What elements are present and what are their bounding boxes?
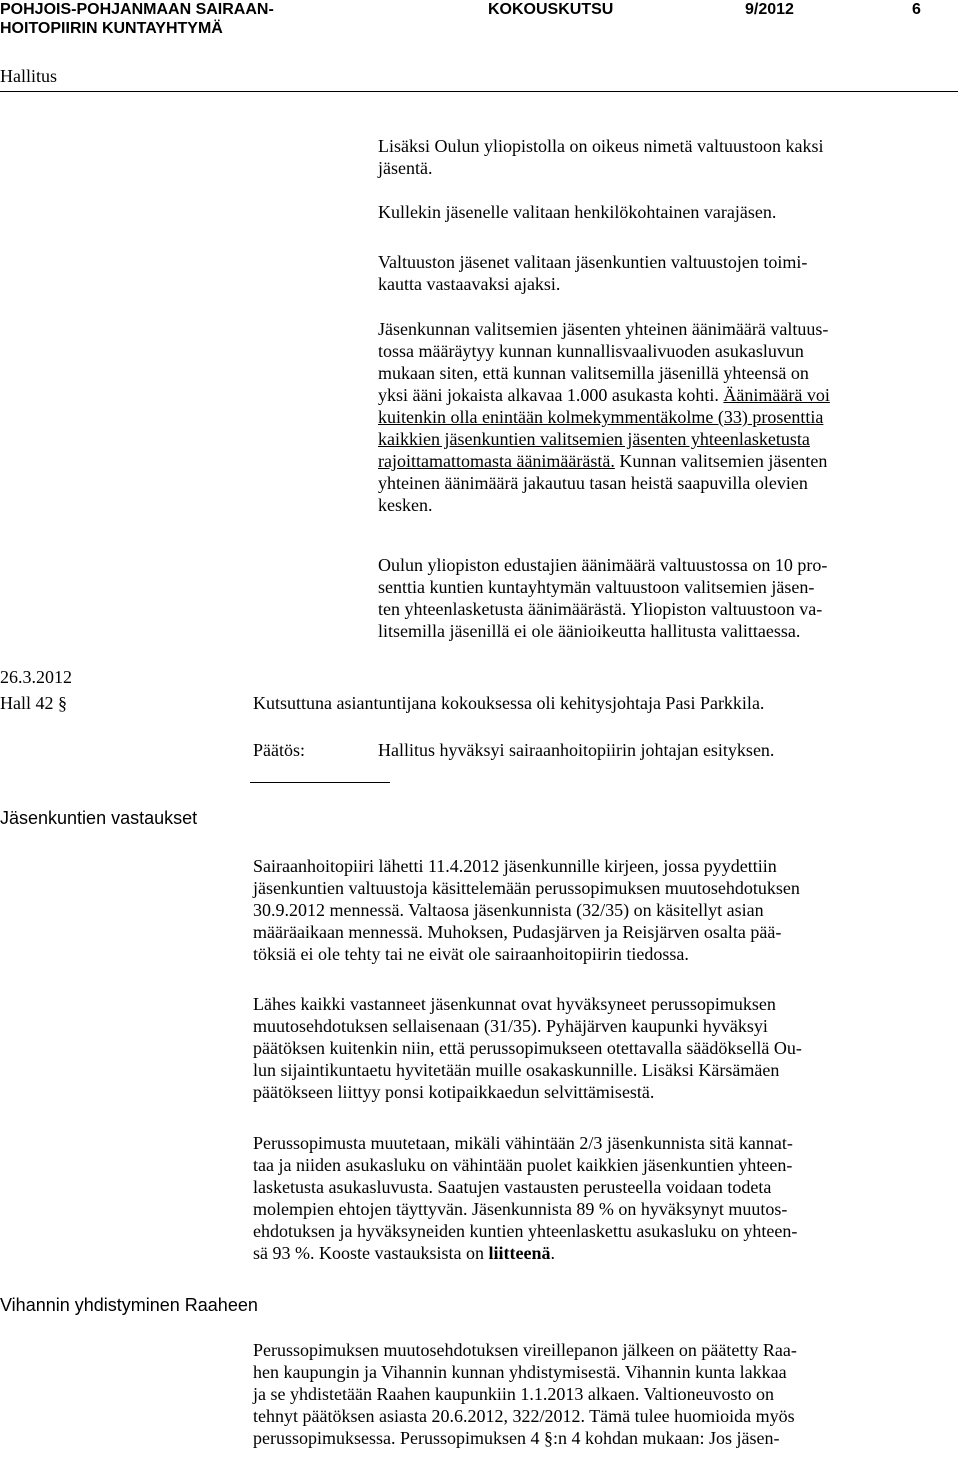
document-title: KOKOUSKUTSU [488, 1, 614, 18]
attachment-reference: liitteenä [488, 1243, 551, 1263]
meeting-date: 26.3.2012 [0, 667, 72, 687]
decision-divider [250, 782, 390, 783]
paragraph-term-of-office: Valtuuston jäsenet valitaan jäsenkuntien valtuustojen toimi- kautta vastaavaksi ajaksi. [378, 252, 808, 294]
heading-member-responses: Jäsenkuntien vastaukset [0, 808, 198, 828]
paragraph-university-votes: Oulun yliopiston edustajien äänimäärä valtuustossa on 10 pro- senttia kuntien kuntayhtymän valtuustoon valitsemien jäsen- ten yhteenlasketusta äänimäärästä. Yliopiston valtuustoon va- litsemilla jäsenillä ei ole äänioikeutta hallitusta valittaessa. [378, 555, 828, 641]
heading-vihanti-merger: Vihannin yhdistyminen Raaheen [0, 1295, 258, 1315]
paragraph-letter-sent: Sairaanhoitopiiri lähetti 11.4.2012 jäsenkunnille kirjeen, jossa pyydettiin jäsenkuntien valtuustoja käsittelemään perussopimuksen muutosehdotuksen 30.9.2012 mennessä. Valtaosa jäsenkunnista (32/35) on käsitellyt asian määräaikaan mennessä. Muhoksen, Pudasjärven ja Reisjärven osalta pää- töksiä ei ole tehty tai ne eivät ole sairaanhoitopiirin tiedossa. [253, 856, 800, 964]
page-number: 6 [912, 1, 921, 18]
paragraph-amendment-conditions: Perussopimusta muutetaan, mikäli vähintään 2/3 jäsenkunnista sitä kannat- taa ja niiden asukasluku on vähintään puolet kaikkien jäsenkuntien yhteen- lasketusta asukasluvusta. Saatujen vastausten perusteella voidaan todeta molempien ehtojen täyttyvän. Jäsenkunnista 89 % on hyväksynyt muutos- ehdotuksen ja hyväksyneiden kuntien yhteenlaskettu asukasluku on yhteen- sä 93 %. Kooste vastauksista on liitteenä. [253, 1133, 798, 1263]
paragraph-vote-count: Jäsenkunnan valitsemien jäsenten yhteinen äänimäärä valtuus- tossa määräytyy kunnan kunnallisvaalivuoden asukasluvun mukaan siten, että kunnan valitsemilla jäsenillä yhteensä on yksi ääni jokaista alkavaa 1.000 asukasta kohti. Äänimäärä voi kuitenkin olla enintään kolmekymmentäkolme (33) prosenttia kaikkien jäsenkuntien valitsemien jäsenten yhteenlasketusta rajoittamattomasta äänimäärästä. Kunnan valitsemien jäsenten yhteinen äänimäärä jakautuu tasan heistä saapuvilla olevien kesken. [378, 319, 830, 515]
decision-label: Päätös: [253, 740, 305, 760]
document-number: 9/2012 [745, 1, 794, 18]
section-number: Hall 42 § [0, 693, 67, 713]
paragraph-approvals: Lähes kaikki vastanneet jäsenkunnat ovat hyväksyneet perussopimuksen muutosehdotuksen sellaisenaan (31/35). Pyhäjärven kaupunki hyväksyi päätöksen kuitenkin niin, että perussopimukseen otettavalla säädöksellä Ou- lun sijaintikuntaetu hyvitetään muille osakaskunnille. Lisäksi Kärsämäen päätökseen liittyy ponsi kotipaikkaedun selvittämisestä. [253, 994, 802, 1102]
decision-text: Hallitus hyväksyi sairaanhoitopiirin johtajan esityksen. [378, 740, 775, 760]
paragraph-deputy-members: Kullekin jäsenelle valitaan henkilökohtainen varajäsen. [378, 202, 777, 222]
organization-name: POHJOIS-POHJANMAAN SAIRAAN- HOITOPIIRIN KUNTAYHTYMÄ [0, 1, 274, 37]
paragraph-university-right: Lisäksi Oulun yliopistolla on oikeus nimetä valtuustoon kaksi jäsentä. [378, 136, 824, 178]
expert-note: Kutsuttuna asiantuntijana kokouksessa oli kehitysjohtaja Pasi Parkkila. [253, 693, 765, 713]
paragraph-merger: Perussopimuksen muutosehdotuksen vireillepanon jälkeen on päätetty Raa- hen kaupungin ja Vihannin kunnan yhdistymisestä. Vihannin kunta lakkaa ja se yhdistetään Raahen kaupunkiin 1.1.2013 alkaen. Valtioneuvosto on tehnyt päätöksen asiasta 20.6.2012, 322/2012. Tämä tulee huomioida myös perussopimuksessa. Perussopimuksen 4 §:n 4 kohdan mukaan: Jos jäsen- [253, 1340, 797, 1448]
governing-body: Hallitus [0, 66, 57, 86]
underlined-text: Äänimäärä voi [723, 385, 830, 405]
header-divider [0, 91, 958, 92]
